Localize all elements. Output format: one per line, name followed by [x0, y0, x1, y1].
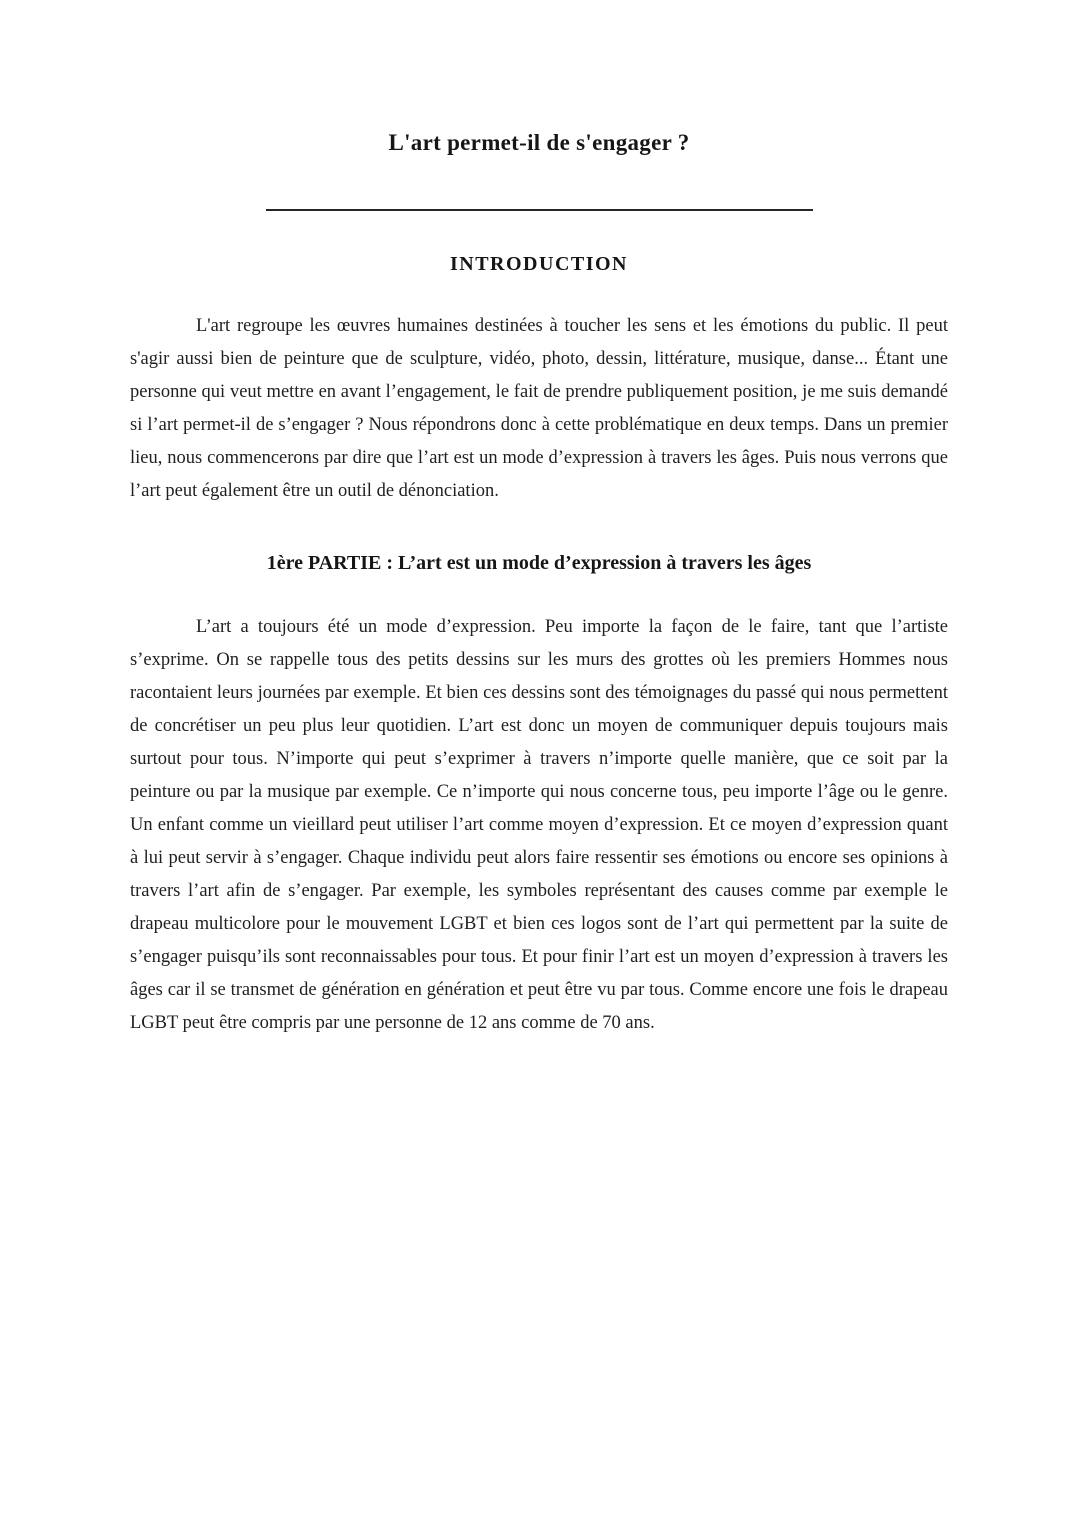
- part-1-paragraph: L’art a toujours été un mode d’expression. Peu importe la façon de le faire, tant que l’artiste s’exprime. On se rappelle tous des petits dessins sur les murs des grottes où les premiers Hommes nous racontaient leurs journées par exemple. Et bien ces dessins sont des témoignages du passé qui nous permettent de concrétiser un peu plus leur quotidien. L’art est donc un moyen de communiquer depuis toujours mais surtout pour tous. N’importe qui peut s’exprimer à travers n’importe quelle manière, que ce soit par la peinture ou par la musique par exemple. Ce n’importe qui nous concerne tous, peu importe l’âge ou le genre. Un enfant comme un vieillard peut utiliser l’art comme moyen d’expression. Et ce moyen d’expression quant à lui peut servir à s’engager. Chaque individu peut alors faire ressentir ses émotions ou encore ses opinions à travers l’art afin de s’engager. Par exemple, les symboles représentant des causes comme par exemple le drapeau multicolore pour le mouvement LGBT et bien ces logos sont de l’art qui permettent par la suite de s’engager puisqu’ils sont reconnaissables pour tous. Et pour finir l’art est un moyen d’expression à travers les âges car il se transmet de génération en génération et peut être vu par tous. Comme encore une fois le drapeau LGBT peut être compris par une personne de 12 ans comme de 70 ans.: [130, 617, 948, 1033]
- section-part-1: [130, 550, 948, 1040]
- introduction-paragraph: L'art regroupe les œuvres humaines destinées à toucher les sens et les émotions du public. Il peut s'agir aussi bien de peinture que de sculpture, vidéo, photo, dessin, littérature, musique, danse... Étant une personne qui veut mettre en avant l’engagement, le fait de prendre publiquement position, je me suis demandé si l’art permet-il de s’engager ? Nous répondrons donc à cette problématique en deux temps. Dans un premier lieu, nous commencerons par dire que l’art est un mode d’expression à travers les âges. Puis nous verrons que l’art peut également être un outil de dénonciation.: [130, 316, 948, 501]
- section-introduction: [130, 251, 948, 508]
- document-title: L'art permet-il de s'engager ?: [388, 130, 690, 155]
- section-heading-part-1: 1ère PARTIE : L’art est un mode d’expression à travers les âges: [266, 552, 812, 574]
- section-heading-introduction: INTRODUCTION: [449, 253, 629, 275]
- title-divider: [266, 209, 813, 211]
